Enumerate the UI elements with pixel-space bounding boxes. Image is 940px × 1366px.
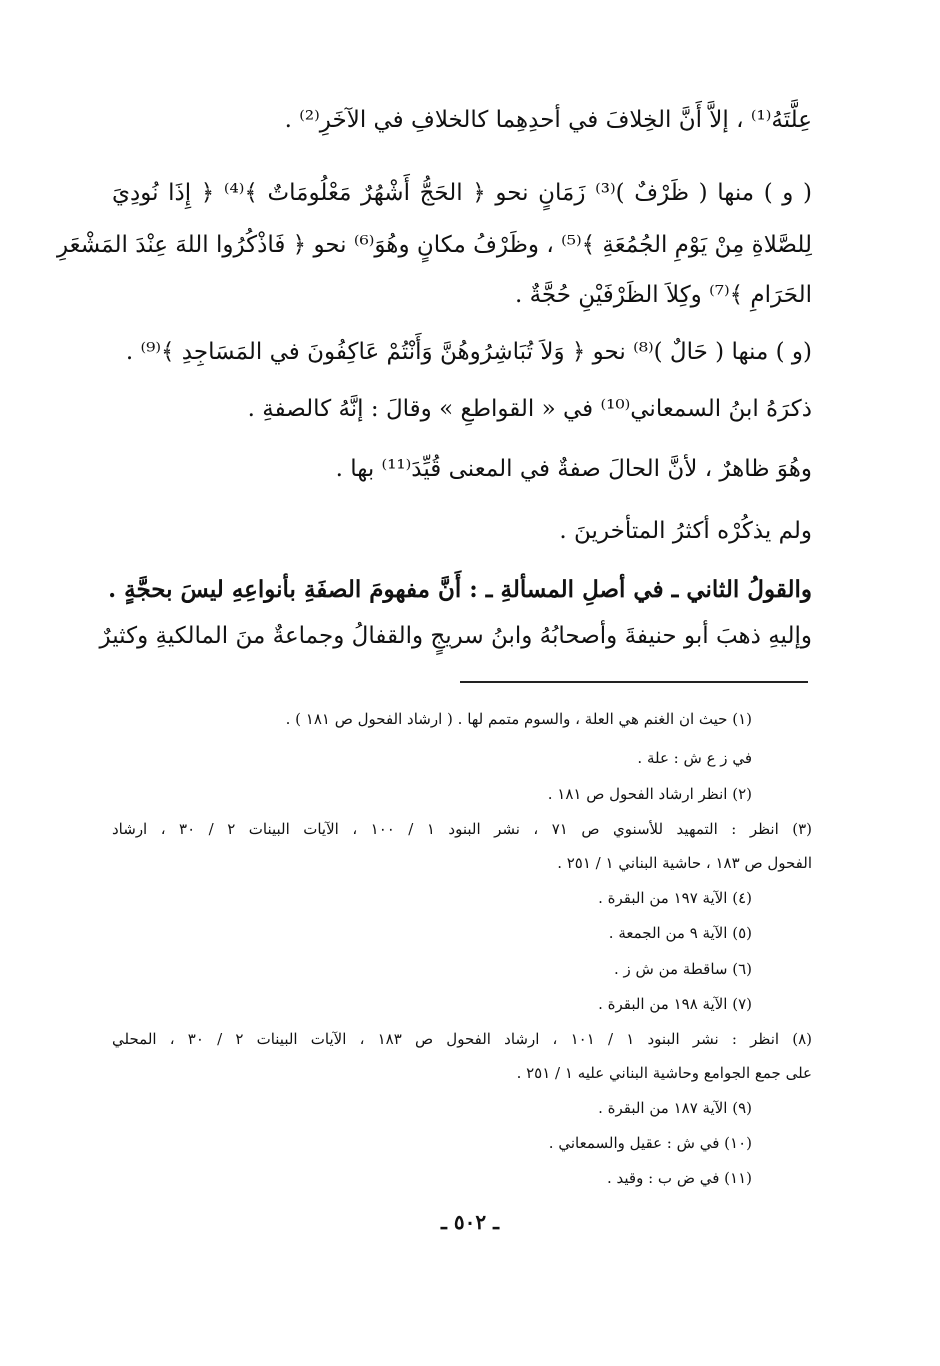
footnote: الفحول ص ١٨٣ ، حاشية البناني ١ / ٢٥١ . <box>557 854 812 872</box>
footnote: (٤) الآية ١٩٧ من البقرة . <box>598 889 752 907</box>
footnote: (٣) انظر : التمهيد للأسنوي ص ٧١ ، نشر البنود ١ / ١٠٠ ، الآيات البينات ٢ / ٣٠ ، ارشاد <box>112 820 813 838</box>
footnote: (٨) انظر : نشر البنود ١ / ١٠١ ، ارشاد الفحول ص ١٨٣ ، الآيات البينات ٢ / ٣٠ ، المحلي <box>112 1030 813 1048</box>
footnote: (٩) الآية ١٨٧ من البقرة . <box>598 1099 752 1117</box>
footnote: (١٠) في ش : عقيل والسمعاني . <box>548 1134 752 1152</box>
footnote: (٢) انظر ارشاد الفحول ص ١٨١ . <box>547 785 752 803</box>
footnote: (١١) في ض ب : وقيد . <box>606 1169 752 1187</box>
footnote: على جمع الجوامع وحاشية البناني عليه ١ / ٢٥١ . <box>516 1064 812 1082</box>
footnote: (٥) الآية ٩ من الجمعة . <box>608 924 752 942</box>
body-line: وهُوَ ظاهرٌ ، لأنَّ الحالَ صفةٌ في المعنى قُيِّدَ⁽¹¹⁾ بها . <box>335 456 812 482</box>
body-line: لِلصَّلاةِ مِنْ يَوْمِ الجُمُعَةِ ﴾⁽⁵⁾ ، وظَرْفُ مكانٍ وهُوَ⁽⁶⁾ نحو ﴿ فَاذْكُرُوا اللهَ عِنْدَ المَشْعَرِ <box>56 232 812 258</box>
body-line-heading: والقولُ الثاني ـ في أصلِ المسألةِ ـ : أَنَّ مفهومَ الصفَةِ بأنواعِهِ ليسَ بحجَّةٍ . <box>108 576 812 603</box>
page-number: ـ ٥٠٢ ـ <box>441 1210 499 1234</box>
footnote: (٦) ساقطة من ش ز . <box>613 960 752 978</box>
body-line: عِلَّتَهُ⁽¹⁾ ، إلاَّ أَنَّ الخِلافَ في أحدِهِما كالخلافِ في الآخَرِ⁽²⁾ . <box>284 107 812 133</box>
footnote: (٧) الآية ١٩٨ من البقرة . <box>598 995 752 1013</box>
body-line: الحَرَامِ ﴾⁽⁷⁾ وكِلاَ الظَرْفَيْنِ حُجَّةٌ . <box>514 282 812 308</box>
footnote-separator <box>460 681 808 683</box>
body-line: ولم يذكُرْه أكثرُ المتأخرينَ . <box>559 518 812 544</box>
footnote: (١) حيث ان الغنم هي العلة ، والسوم متمم لها . ( ارشاد الفحول ص ١٨١ ) . <box>285 710 752 728</box>
body-line: ذكرَهُ ابنُ السمعاني⁽¹⁰⁾ في « القواطعِ » وقالَ : إنَّهُ كالصفةِ . <box>247 396 812 422</box>
body-line: وإليهِ ذهبَ أبو حنيفةَ وأصحابُهُ وابنُ سريجٍ والقفالُ وجماعةٌ منَ المالكيةِ وكثيرٌ <box>99 623 812 649</box>
footnote: في ز ع ش : علة . <box>637 749 752 767</box>
body-line: ( و ) منها ( ظَرْفٌ )⁽³⁾ زَمَانٍ نحو ﴿ الحَجُّ أَشْهُرٌ مَعْلُومَاتٌ ﴾⁽⁴⁾ ﴿ إِذَا نُودِيَ <box>112 180 812 206</box>
body-line: (و ) منها ( حَالٌ )⁽⁸⁾ نحو ﴿ وَلاَ تُبَاشِرُوهُنَّ وَأَنْتُمْ عَاكِفُونَ في المَسَاجِدِ ﴾⁽⁹⁾ . <box>125 339 812 365</box>
